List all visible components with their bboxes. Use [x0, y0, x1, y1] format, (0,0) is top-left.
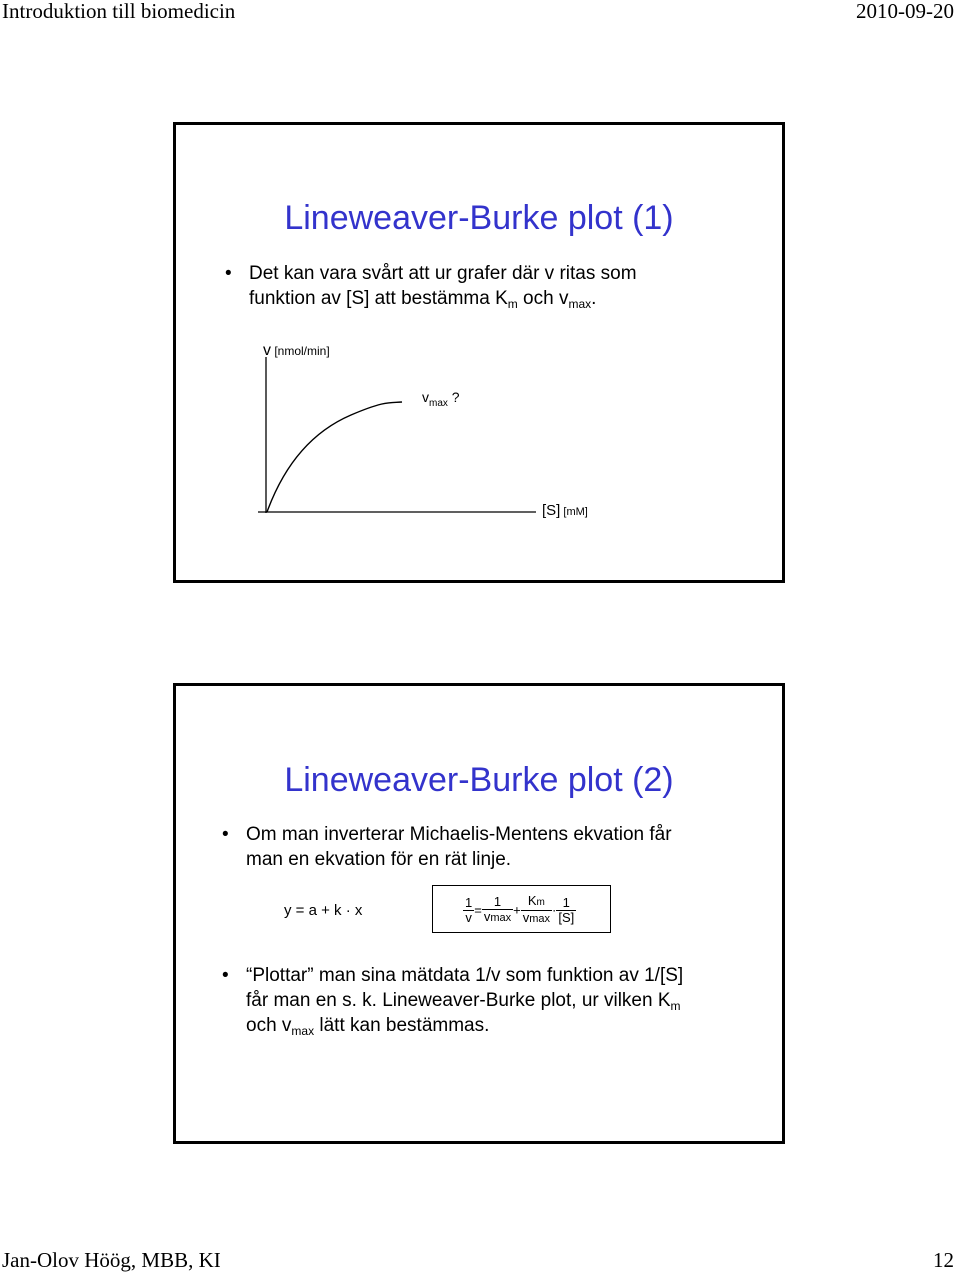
document-header-title: Introduktion till biomedicin — [2, 0, 236, 23]
page-number: 12 — [933, 1248, 954, 1272]
slide-1-bullet-line-2: funktion av [S] att bestämma $K_m$ och $v_{max}$. — [249, 288, 597, 311]
saturation-curve — [267, 402, 402, 512]
lineweaver-burk-equation: $\frac{1}{v}$ = $\frac{1}{vmax}$ + $\frac{Km}{vmax}$ · $\frac{1}{[S]}$ — [432, 885, 611, 933]
x-axis-label: [S] [mM] — [542, 502, 588, 519]
slide-2-bullet-2-line-3: och $v_{max}$ lätt kan bestämmas. — [246, 1015, 490, 1038]
eq-lhs: $\frac{1}{v}$ — [465, 894, 473, 925]
slide-2 — [173, 683, 785, 1144]
slide-1-bullet-line-1: Det kan vara svårt att ur grafer där v ritas som — [249, 263, 637, 284]
slide-2-title: Lineweaver-Burke plot (2) — [284, 761, 674, 799]
slide-2-bullet-2-line-1: “Plottar” man sina mätdata 1/v som funktion av 1/[S] — [246, 965, 684, 986]
document-footer-author: Jan-Olov Höög, MBB, KI — [2, 1248, 221, 1272]
document-header-date: 2010-09-20 — [856, 0, 954, 23]
eq-term-2: $\frac{Km}{vmax}$ — [522, 893, 550, 925]
y-axis-label: v [nmol/min] — [263, 342, 330, 359]
slide-1-title: Lineweaver-Burke plot (1) — [284, 199, 674, 237]
eq-term-3: $\frac{1}{[S]}$ — [558, 894, 575, 925]
linear-equation: y = a + k · x — [284, 902, 363, 919]
vmax-label: $v_{max}$ ? — [422, 389, 460, 409]
slide-2-bullet-1-line-1: Om man inverterar Michaelis-Mentens ekvation får — [246, 824, 672, 845]
eq-term-1: $\frac{1}{vmax}$ — [483, 894, 512, 924]
slide-2-bullet-1-line-2: man en ekvation för en rät linje. — [246, 849, 512, 870]
bullet-icon: • — [225, 263, 232, 284]
slide-1 — [173, 122, 785, 583]
bullet-icon: • — [222, 965, 229, 986]
bullet-icon: • — [222, 824, 229, 845]
slide-2-bullet-1 — [222, 822, 672, 872]
slide-2-bullet-2-line-2: får man en s. k. Lineweaver-Burke plot, ur vilken $K_m$ — [246, 990, 681, 1013]
slide-2-bullet-2 — [222, 963, 684, 1038]
